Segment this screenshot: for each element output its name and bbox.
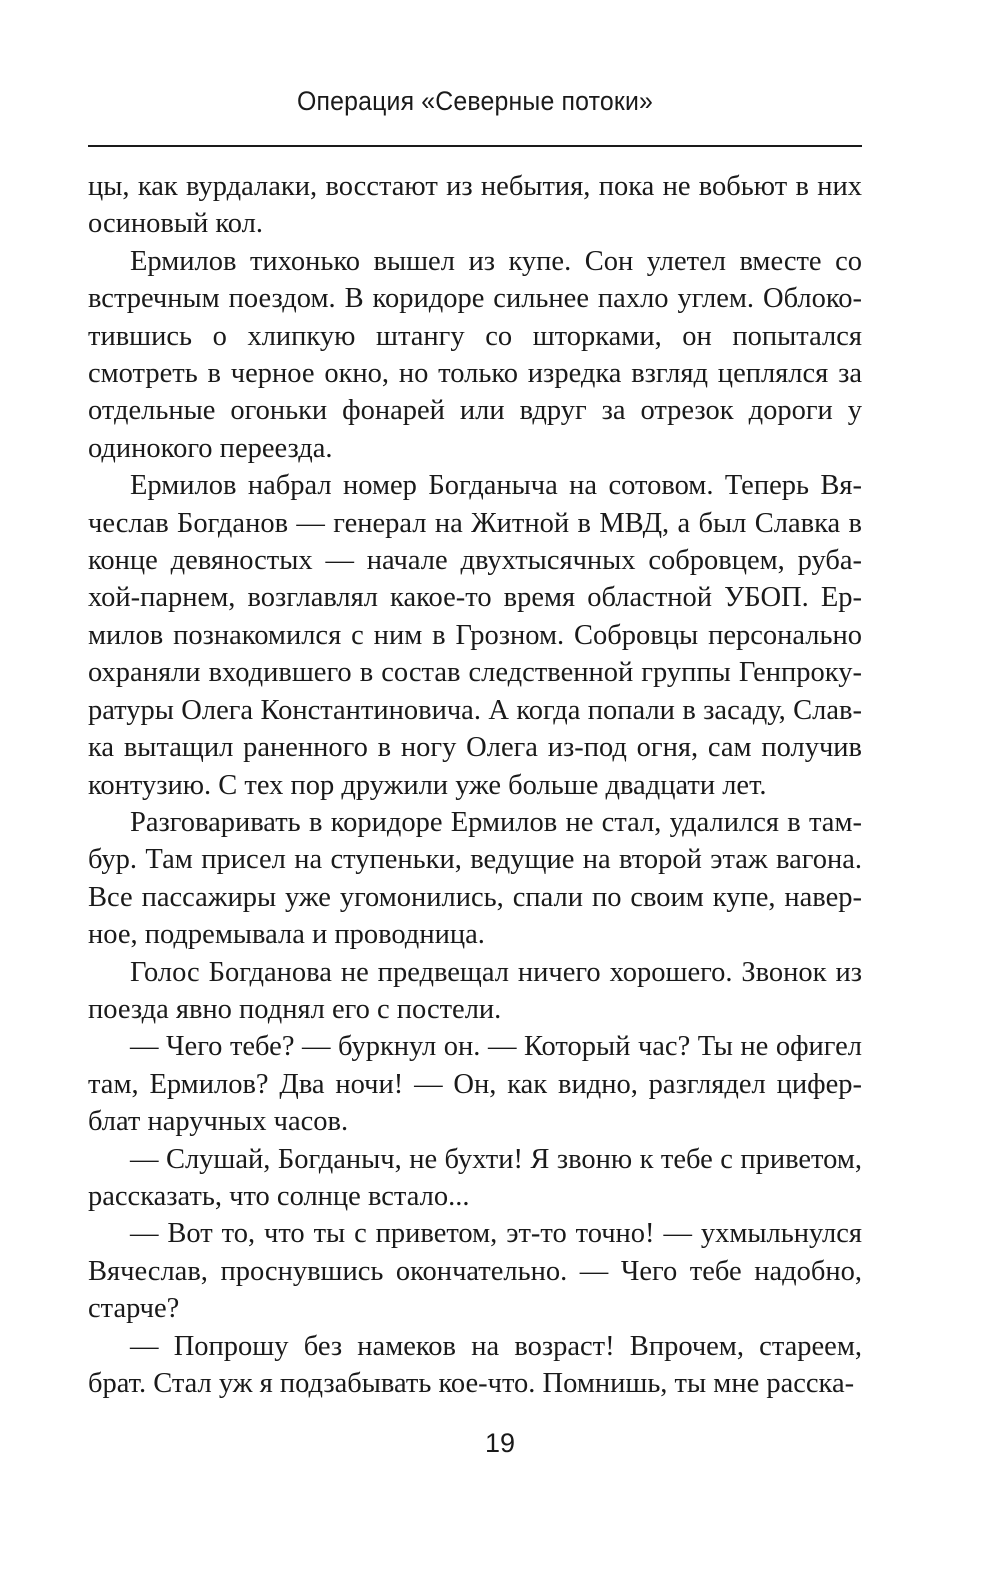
- body-text: [88, 168, 862, 1402]
- dialogue-paragraph: — Попрошу без намеков на возраст! Впрочем, стареем, брат. Стал уж я подзабывать кое-что. Помнишь, ты мне расска-: [88, 1330, 862, 1399]
- paragraph: Ермилов набрал номер Богданыча на сотовом. Теперь Вячеслав Богданов — генерал на Житной в МВД, а был Славка в конце девяностых — начале двухтысячных собровцем, рубахой-парнем, возглавлял какое-то время областной УБОП. Ермилов познакомился с ним в Грозном. Собровцы персонально охраняли входившего в состав следственной группы Генпрокуратуры Олега Константиновича. А когда попали в засаду, Славка вытащил раненного в ногу Олега из-под огня, сам получив контузию. С тех пор дружили уже больше двадцати лет.: [88, 470, 862, 801]
- page-number: 19: [484, 1428, 516, 1458]
- running-header-title: Операция «Северные потоки»: [296, 86, 654, 116]
- dialogue-paragraph: — Слушай, Богданыч, не бухти! Я звоню к тебе с приветом, рассказать, что солнце встало...: [88, 1143, 862, 1212]
- paragraph: Голос Богданова не предвещал ничего хорошего. Звонок из поезда явно поднял его с постели.: [88, 956, 862, 1025]
- header-divider: [88, 145, 862, 147]
- paragraph-continued: цы, как вурдалаки, восстают из небытия, пока не вобьют в них осиновый кол.: [88, 171, 862, 240]
- dialogue-paragraph: — Вот то, что ты с приветом, эт-то точно! — ухмыльнулся Вячеслав, проснувшись окончательно. — Чего тебе надобно, старче?: [88, 1218, 862, 1325]
- paragraph: Разговаривать в коридоре Ермилов не стал, удалился в тамбур. Там присел на ступеньки, ведущие на второй этаж вагона. Все пассажиры уже угомонились, спали по своим купе, наверное, подремывала и проводница.: [88, 806, 862, 951]
- dialogue-paragraph: — Чего тебе? — буркнул он. — Который час? Ты не офигел там, Ермилов? Два ночи! — Он, как видно, разглядел циферблат наручных часов.: [88, 1031, 862, 1138]
- paragraph: Ермилов тихонько вышел из купе. Сон улетел вместе со встречным поездом. В коридоре сильнее пахло углем. Облокотившись о хлипкую штангу со шторками, он попытался смотреть в черное окно, но только изредка взгляд цеплялся за отдельные огоньки фонарей или вдруг за отрезок дороги у одинокого переезда.: [88, 245, 862, 464]
